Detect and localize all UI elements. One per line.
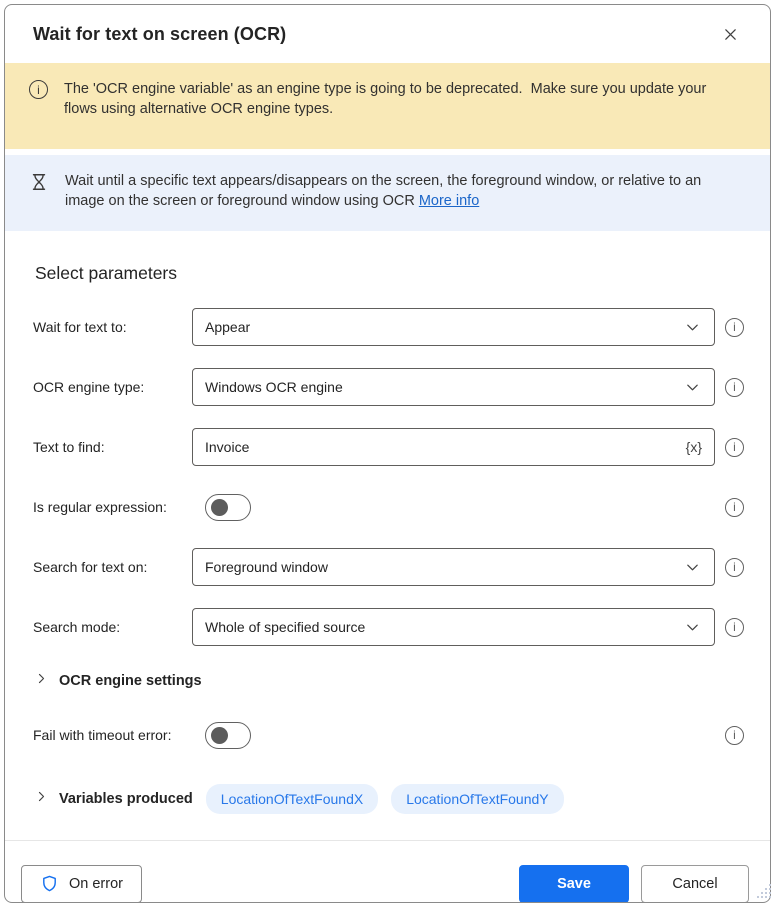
- info-icon[interactable]: [725, 618, 744, 637]
- action-description-banner: [5, 155, 770, 231]
- wait-for-text-to-label: Wait for text to:: [33, 319, 127, 335]
- cancel-button[interactable]: Cancel: [641, 865, 749, 903]
- text-to-find-label: Text to find:: [33, 439, 105, 455]
- action-description: Wait until a specific text appears/disappears on the screen, the foreground window, or relative to an image on the screen or foreground window using OCR: [65, 173, 706, 209]
- variable-picker-icon[interactable]: {x}: [680, 435, 708, 459]
- text-to-find-input[interactable]: [193, 429, 680, 465]
- variable-pill-x[interactable]: LocationOfTextFoundX: [206, 784, 378, 814]
- dialog-footer: [5, 840, 770, 903]
- fail-with-timeout-error-label: Fail with timeout error:: [33, 727, 172, 743]
- ocr-engine-type-dropdown[interactable]: [192, 368, 715, 406]
- search-for-text-on-dropdown[interactable]: [192, 548, 715, 586]
- is-regular-expression-label: Is regular expression:: [33, 499, 167, 515]
- search-mode-dropdown[interactable]: [192, 608, 715, 646]
- close-icon[interactable]: [716, 20, 744, 48]
- produced-variables: [206, 784, 564, 814]
- chevron-right-icon: [35, 790, 48, 808]
- deprecation-warning-text: The 'OCR engine variable' as an engine type is going to be deprecated. Make sure you update your flows using alternative OCR engine types.: [64, 81, 711, 117]
- chevron-down-icon: [685, 320, 700, 335]
- variables-produced-label: Variables produced: [59, 791, 193, 807]
- resize-grip[interactable]: [756, 883, 772, 904]
- info-icon[interactable]: [725, 438, 744, 457]
- search-for-text-on-value: Foreground window: [205, 559, 328, 575]
- row-search-mode: [33, 608, 744, 646]
- row-ocr-engine-type: [33, 368, 744, 406]
- is-regular-expression-toggle[interactable]: [205, 494, 251, 521]
- fail-with-timeout-error-toggle[interactable]: [205, 722, 251, 749]
- row-search-for-text-on: [33, 548, 744, 586]
- hourglass-icon: [29, 172, 49, 192]
- row-wait-for-text-to: [33, 308, 744, 346]
- text-to-find-field: [192, 428, 715, 466]
- chevron-down-icon: [685, 560, 700, 575]
- wait-for-text-to-dropdown[interactable]: [192, 308, 715, 346]
- info-icon[interactable]: [725, 726, 744, 745]
- deprecation-warning-banner: [5, 63, 770, 149]
- action-description-text: [65, 169, 733, 211]
- parameters-section: [5, 231, 770, 840]
- section-title: Select parameters: [35, 263, 178, 283]
- info-icon[interactable]: [725, 318, 744, 337]
- toggle-knob: [211, 727, 228, 744]
- search-mode-value: Whole of specified source: [205, 619, 366, 635]
- on-error-button[interactable]: [21, 865, 142, 903]
- ocr-engine-type-label: OCR engine type:: [33, 379, 145, 395]
- toggle-knob: [211, 499, 228, 516]
- shield-icon: [40, 874, 59, 893]
- ocr-engine-settings-label: OCR engine settings: [59, 673, 202, 689]
- on-error-label: On error: [69, 875, 123, 892]
- wait-for-text-to-value: Appear: [205, 319, 251, 335]
- ocr-engine-settings-expander[interactable]: [35, 672, 744, 690]
- dialog-header: [5, 5, 770, 63]
- row-is-regular-expression: [33, 488, 744, 526]
- variables-produced-expander[interactable]: [35, 784, 744, 814]
- chevron-down-icon: [685, 620, 700, 635]
- ocr-engine-type-value: Windows OCR engine: [205, 379, 343, 395]
- search-for-text-on-label: Search for text on:: [33, 559, 148, 575]
- row-text-to-find: [33, 428, 744, 466]
- variable-pill-y[interactable]: LocationOfTextFoundY: [391, 784, 563, 814]
- row-fail-with-timeout-error: [33, 716, 744, 754]
- info-icon[interactable]: [725, 378, 744, 397]
- page-title: Wait for text on screen (OCR): [33, 23, 287, 44]
- info-icon: [29, 80, 48, 99]
- more-info-link[interactable]: More info: [418, 193, 480, 209]
- save-button[interactable]: Save: [519, 865, 629, 903]
- dialog: [4, 4, 771, 903]
- chevron-right-icon: [35, 672, 48, 690]
- info-icon[interactable]: [725, 498, 744, 517]
- chevron-down-icon: [685, 380, 700, 395]
- search-mode-label: Search mode:: [33, 619, 121, 635]
- info-icon[interactable]: [725, 558, 744, 577]
